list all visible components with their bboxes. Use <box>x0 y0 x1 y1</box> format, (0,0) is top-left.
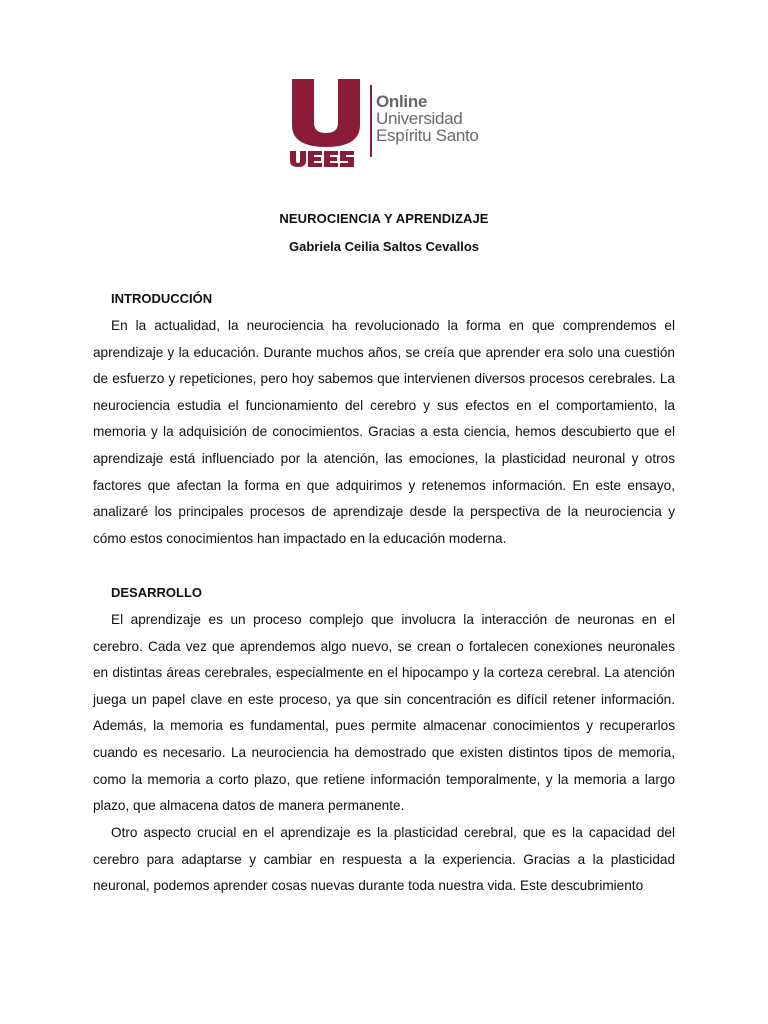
uees-logo-mark-icon <box>288 75 364 167</box>
paragraph-desarrollo-2: Otro aspecto crucial en el aprendizaje es la plasticidad cerebral, que es la capacidad del cerebro para adaptarse y cambiar en respuesta a la experiencia. Gracias a la plasticidad neuronal, podemos aprender cosas nuevas durante toda nuestra vida. Este descubrimiento <box>93 825 675 894</box>
logo-line-online: Online <box>376 92 428 111</box>
section-heading-desarrollo: DESARROLLO <box>111 585 202 600</box>
paragraph-introduccion: En la actualidad, la neurociencia ha revolucionado la forma en que comprendemos el aprendizaje y la educación. Durante muchos años, se creía que aprender era solo una cuestión de esfuerzo y repeticiones, pero hoy sabemos que intervienen diversos procesos cerebrales. La neurociencia estudia el funcionamiento del cerebro y sus efectos en el comportamiento, la memoria y la adquisición de conocimientos. Gracias a esta ciencia, hemos descubierto que el aprendizaje está influenciado por la atención, las emociones, la plasticidad neuronal y otros factores que afectan la forma en que adquirimos y retenemos información. En este ensayo, analizaré los principales procesos de aprendizaje desde la perspectiva de la neurociencia y cómo estos conocimientos han impactado en la educación moderna. <box>93 318 675 546</box>
section-heading-introduccion: INTRODUCCIÓN <box>111 291 213 306</box>
university-logo <box>288 75 498 167</box>
paragraph-desarrollo-1: El aprendizaje es un proceso complejo que involucra la interacción de neuronas en el cerebro. Cada vez que aprendemos algo nuevo, se crean o fortalecen conexiones neuronales en distintas áreas cerebrales, especialmente en el hipocampo y la corteza cerebral. La atención juega un papel clave en este proceso, ya que sin concentración es difícil retener información. Además, la memoria es fundamental, pues permite almacenar conocimientos y recuperarlos cuando es necesario. La neurociencia ha demostrado que existen distintos tipos de memoria, como la memoria a corto plazo, que retiene información temporalmente, y la memoria a largo plazo, que almacena datos de manera permanente. <box>93 612 675 814</box>
logo-wordmark <box>376 93 479 144</box>
document-title: NEUROCIENCIA Y APRENDIZAJE <box>279 211 489 226</box>
document-author: Gabriela Ceilia Saltos Cevallos <box>288 239 480 254</box>
logo-line-universidad: Universidad <box>376 109 463 128</box>
logo-divider <box>370 85 372 157</box>
logo-line-espiritu-santo: Espíritu Santo <box>376 126 479 145</box>
